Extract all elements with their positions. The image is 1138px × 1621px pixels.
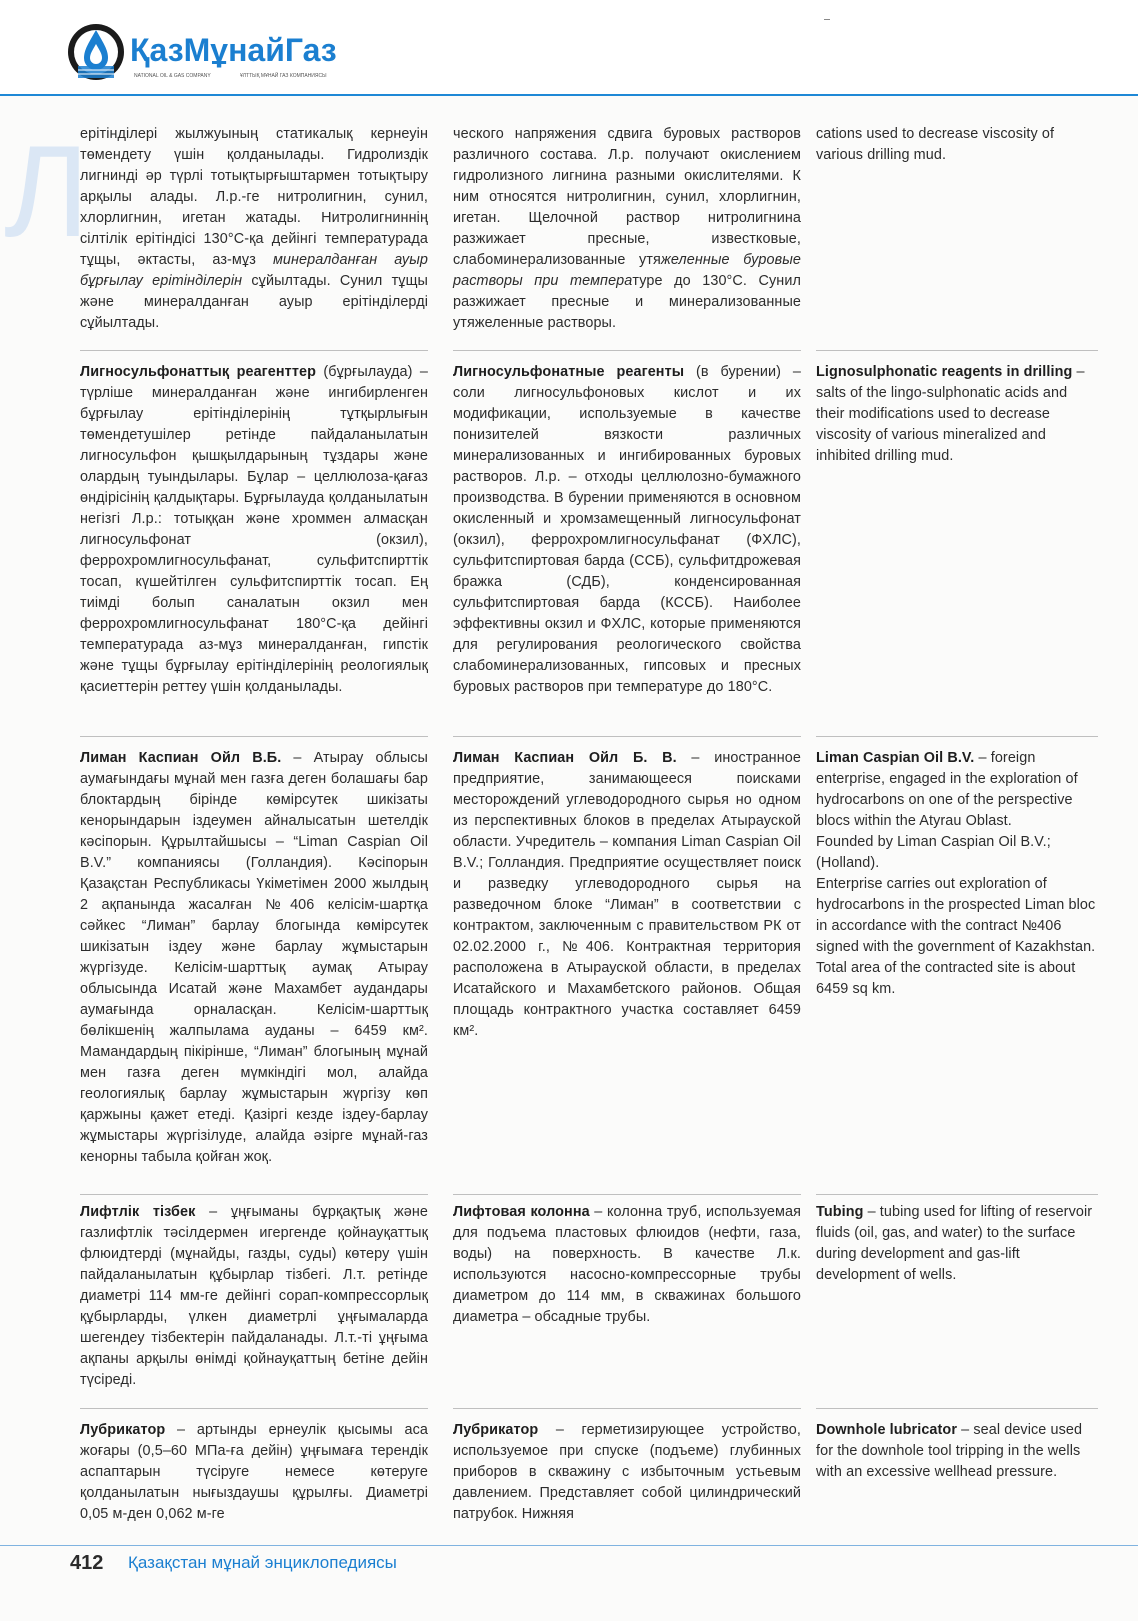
entry-en-continuation (816, 124, 1098, 166)
entry-text: – колонна труб, используемая для подъема пластовых флюидов (нефти, газа, воды) на поверхность. В качестве Л.к. используются насосно-компрессорные трубы диаметром до 114 мм, в скважинах большого диаметра – обсадные трубы. (453, 1204, 801, 1325)
entry-term: Лубрикатор (453, 1422, 539, 1438)
book-title: Қазақстан мұнай энциклопедиясы (128, 1553, 397, 1572)
section-letter-watermark: Л (4, 118, 90, 264)
entry-text: – foreign enterprise, engaged in the exploration of hydrocarbons on one of the perspective blocs within the Atyrau Oblast. (816, 750, 1078, 829)
entry-term: Лигносульфонаттық реагенттер (80, 364, 316, 380)
entry-divider (816, 350, 1098, 351)
entry-term: Лигносульфонатные реагенты (453, 364, 685, 380)
entry-divider (80, 350, 428, 351)
entry-term: Лиман Каспиан Ойл В.Б. (80, 750, 282, 766)
entry-term: Lignosulphonatic reagents in drilling (816, 364, 1073, 380)
entry-text: ерітінділері жылжуының статикалық кернеуін төмендету үшін қолданылады. Гидролиздік лигнинді әр түрлі тотықтырғыштармен тотықтыру арқылы алады. Л.р.-ге нитролигнин, сунил, хлорлигнин, игетан жатады. Нитролигниннің сілтілік ерітіндісі 130°С-қа дейінгі температурада тұщы, әктасты, аз-мұз (80, 126, 428, 268)
entry-term: Tubing (816, 1204, 864, 1220)
entry-term: Downhole lubricator (816, 1422, 958, 1438)
entry-text: cations used to decrease viscosity of various drilling mud. (816, 126, 1055, 163)
entry-en-lignosulphonatic (816, 362, 1098, 467)
page-number: 412 (70, 1552, 104, 1574)
margin-mark (824, 19, 830, 20)
entry-text: – salts of the lingo-sulphonatic acids and their modifications used to decrease viscosity of various mineralized and inhibited drilling mud. (816, 364, 1085, 464)
logo-subtitle-en: NATIONAL OIL & GAS COMPANY (134, 73, 211, 79)
entry-italic-text: желенные буровые растворы при темпера (453, 252, 801, 289)
entry-kk-lubricator (80, 1420, 428, 1525)
entry-ru-tubing (453, 1202, 801, 1328)
entry-term: Лиман Каспиан Ойл Б. В. (453, 750, 677, 766)
logo-subtitle-kk: ҰЛТТЫҚ МҰНАЙ ГАЗ КОМПАНИЯСЫ (240, 73, 327, 79)
entry-text-after: туре до 130°С. Сунил разжижает пресные и минерализованные утяжеленные растворы. (453, 273, 801, 331)
entry-kk-lignosulphonatic (80, 362, 428, 698)
entry-divider (816, 1194, 1098, 1195)
entry-divider (453, 736, 801, 737)
kazmunaygaz-logo-emblem-icon (64, 20, 128, 84)
entry-text-contract: Enterprise carries out exploration of hydrocarbons in the prospected Liman bloc in accordance with the contract №406 signed with the government of Kazakhstan. Total area of the contracted site is about 6459 sq km. (816, 876, 1096, 997)
entry-text: – герметизирующее устройство, используемое при спуске (подъеме) глубинных приборов в скважину с избыточным устьевым давлением. Представляет собой цилиндрический патрубок. Нижняя (453, 1422, 801, 1522)
entry-divider (453, 1194, 801, 1195)
logo-wordmark: ҚазМұнайГаз (130, 32, 337, 68)
entry-ru-continuation (453, 124, 801, 334)
entry-text-after: сұйылтады. Сунил тұщы және минералданған ауыр ерітінділерді сұйылтады. (80, 273, 428, 331)
entry-text: ческого напряжения сдвига буровых растворов различного состава. Л.р. получают окислением гидролизного лигнина разными окислителями. К ним относятся нитролигнин, сунил, хлорлигнин, игетан. Щелочной раствор нитролигнина разжижает пресные, известковые, слабоминерализованные утя (453, 126, 801, 268)
entry-text: – ұңғыманы бұрқақтық және газлифтлік тәсілдермен игергенде қойнауқаттық флюидтерді (мұнайды, газды, суды) көтеру үшін пайдаланылатын құбырлар тізбегі. Л.т. ретінде диаметрі 114 мм-ге дейінгі сорап-компрессорлық құбырларды, үлкен диаметрлі ұңғымаларда шегендеу тізбектерін пайдаланады. Л.т.-ті ұңғыма ақпаны арқылы өнімді қойнауқаттың бетіне дейін түсіреді. (80, 1204, 428, 1388)
entry-text: – иностранное предприятие, занимающееся поисками месторождений углеводородного сырья но одном из перспективных блоков в пределах Атырауской области. Учредитель – компания Liman Caspian Oil B.V.; Голландия. Предприятие осуществляет поиск и разведку углеводородного сырья на разведочном блоке “Лиман” в соответствии с контрактом, заключенным с правительством РК от 02.02.2000 г., №406. Контрактная территория расположена в Атырауской области, в пределах Исатайского и Махамбетского районов. Общая площадь контрактного участка составляет 6459 км². (453, 750, 801, 1039)
entry-ru-liman-caspian (453, 748, 801, 1042)
entry-ru-lignosulphonatic (453, 362, 801, 698)
entry-divider (816, 1408, 1098, 1409)
entry-term: Liman Caspian Oil B.V. (816, 750, 975, 766)
entry-divider (453, 1408, 801, 1409)
entry-text: – tubing used for lifting of reservoir fluids (oil, gas, and water) to the surface during development and gas-lift development of wells. (816, 1204, 1093, 1283)
entry-text-founder: Founded by Liman Caspian Oil B.V.; (Holland). (816, 834, 1051, 871)
footer-divider (0, 1545, 1138, 1546)
entry-text: (в бурении) – соли лигносульфоновых кислот и их модификации, используемые в качестве понизителей вязкости различных минерализованных и ингибированных буровых растворов. Л.р. – отходы целлюлозно-бумажного производства. В бурении применяются в основном окисленный и хромзамещенный лигносульфонат (окзил), феррохромлигносульфанат (ФХЛС), сульфитспиртовая барда (ССБ), сульфитдрожевая бражка (СДБ), конденсированная сульфитспиртовая барда (КССБ). Наиболее эффективны окзил и ФХЛС, которые применяются для регулирования реологического свойства слабоминерализованных, гипсовых и пресных буровых растворов при температуре до 180°С. (453, 364, 801, 695)
entry-term: Лубрикатор (80, 1422, 166, 1438)
entry-kk-continuation (80, 124, 428, 334)
entry-text: – seal device used for the downhole tool tripping in the wells with an excessive wellhead pressure. (816, 1422, 1083, 1480)
entry-kk-liman-caspian (80, 748, 428, 1168)
entry-en-lubricator (816, 1420, 1098, 1483)
entry-en-liman-caspian (816, 748, 1098, 1000)
entry-divider (453, 350, 801, 351)
entry-text: (бұрғылауда) – түрліше минералданған және ингибирленген бұрғылау ерітінділерінің тұтқырлығын төмендетушілер ретінде пайдаланылатын лигносульфон қышқылдарының тұздары және олардың туындылары. Бұлар – целлюлоза-қағаз өндірісінің қалдықтары. Бұрғылауда қолданылатын негізгі Л.р.: тотыққан және хроммен алмасқан лигносульфонат (окзил), феррохромлигносульфанат, сульфитспирттік тосап, күшейтілген сульфитспирттік тосап. Ең тиімді болып саналатын окзил мен феррохромлигносульфанат 180°С-қа дейінгі температурада аз-мұз минералданған, гипстік және тұщы бұрғылау ерітінділерінің реологиялық қасиеттерін реттеу үшін қолданылады. (80, 364, 428, 695)
entry-divider (80, 1408, 428, 1409)
entry-text: – артынды ернеулік қысымы аса жоғары (0,5–60 МПа-ға дейін) ұңғымаға терендік аспаптарын түсіруге немесе көтеруге қолданылатын нығыздаушы құрылғы. Диаметрі 0,05 м-ден 0,062 м-ге (80, 1422, 428, 1522)
entry-en-tubing (816, 1202, 1098, 1286)
entry-term: Лифтлік тізбек (80, 1204, 196, 1220)
entry-italic-text: минералданған ауыр бұрғылау ерітінділерін (80, 252, 428, 289)
header-divider (0, 94, 1138, 96)
entry-kk-tubing (80, 1202, 428, 1391)
entry-divider (80, 1194, 428, 1195)
entry-term: Лифтовая колонна (453, 1204, 590, 1220)
entry-text: – Атырау облысы аумағындағы мұнай мен газға деген болашағы бар блоктардың бірінде көмірсутек шикізаты кенорындарын іздеумен айналысатын шетелдік кәсіпорын. Құрылтайшысы – “Liman Caspian Oil B.V.” компаниясы (Голландия). Кәсіпорын Қазақстан Республикасы Үкіметімен 2000 жылдың 2 ақпанында жасалған №406 келісім-шартқа сәйкес “Лиман” барлау блогында көмірсутек шикізатын іздеу және барлау жұмыстарын жүргізуде. Келісім-шарттық аумақ Атырау облысында Исатай және Махамбет аудандары аумағында орналасқан. Келісім-шарттық бөлікшенің жалпылама ауданы – 6459 км². Мамандардың пікірінше, “Лиман” блогының мұнай мен газға деген мүмкіндігі мол, алайда геологиялық барлау жұмыстарын жүргізу көп қаржыны қажет етеді. Қазіргі кезде іздеу-барлау жұмыстары жүргізілуде, алайда әзірге мұнай-газ кенорны табыла қойған жоқ. (80, 750, 429, 1165)
entry-divider (816, 736, 1098, 737)
entry-divider (80, 736, 428, 737)
entry-ru-lubricator (453, 1420, 801, 1525)
